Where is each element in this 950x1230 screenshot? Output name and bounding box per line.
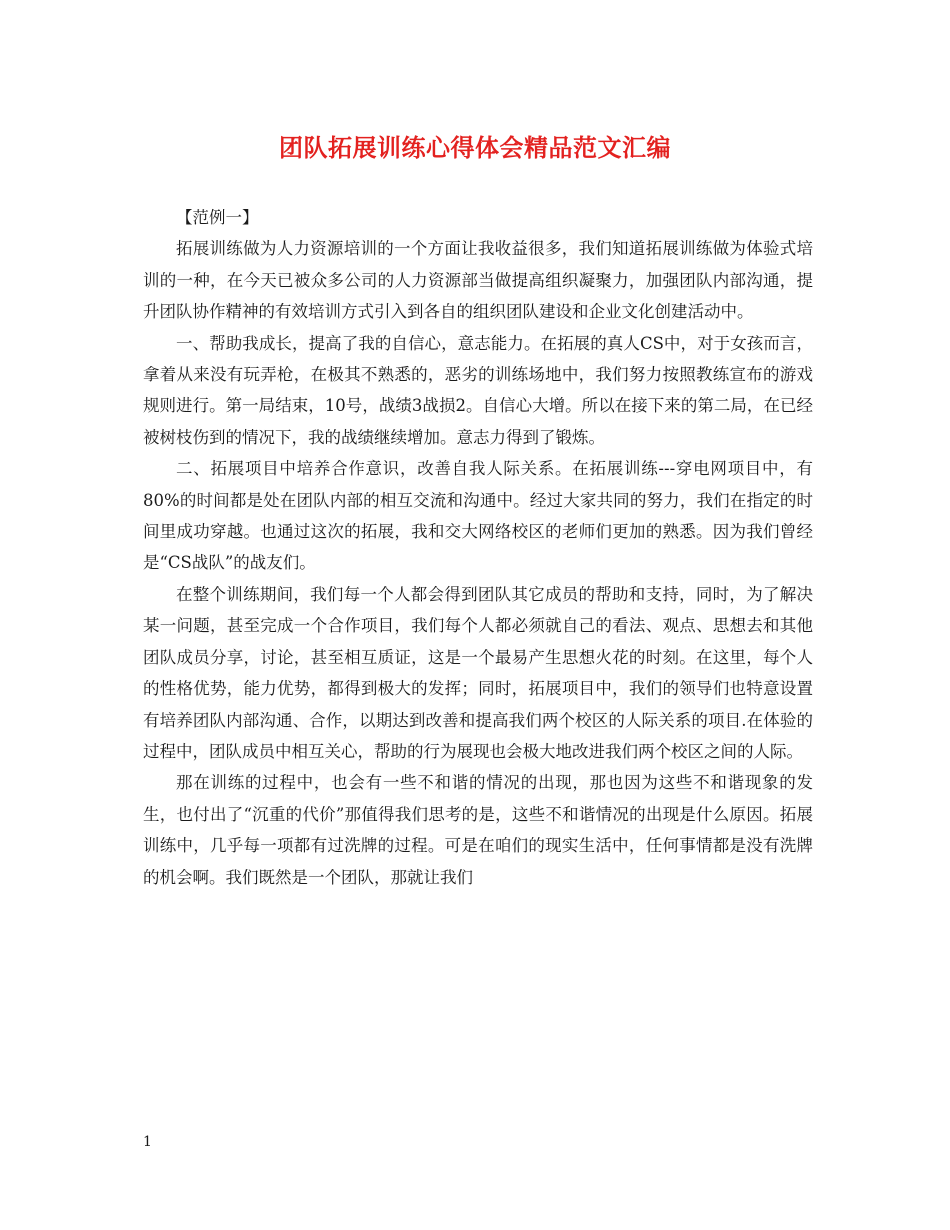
section-heading: 【范例一】 <box>176 208 259 227</box>
document-body <box>143 202 813 893</box>
page-number: 1 <box>143 1134 152 1150</box>
paragraph: 那在训练的过程中，也会有一些不和谐的情况的出现，那也因为这些不和谐现象的发生，也付出了“沉重的代价”那值得我们思考的是，这些不和谐情况的出现是什么原因。拓展训练中，几乎每一项都有过洗牌的过程。可是在咱们的现实生活中，任何事情都是没有洗牌的机会啊。我们既然是一个团队，那就让我们 <box>143 773 813 887</box>
paragraph: 在整个训练期间，我们每一个人都会得到团队其它成员的帮助和支持，同时，为了解决某一问题，甚至完成一个合作项目，我们每个人都必须就自己的看法、观点、思想去和其他团队成员分享，讨论，甚至相互质证，这是一个最易产生思想火花的时刻。在这里，每个人的性格优势，能力优势，都得到极大的发挥；同时，拓展项目中，我们的领导们也特意设置有培养团队内部沟通、合作，以期达到改善和提高我们两个校区的人际关系的项目.在体验的过程中，团队成员中相互关心，帮助的行为展现也会极大地改进我们两个校区之间的人际。 <box>143 584 813 761</box>
document-title: 团队拓展训练心得体会精品范文汇编 <box>279 134 671 162</box>
paragraph: 二、拓展项目中培养合作意识，改善自我人际关系。在拓展训练---穿电网项目中，有80%的时间都是处在团队内部的相互交流和沟通中。经过大家共同的努力，我们在指定的时间里成功穿越。也通过这次的拓展，我和交大网络校区的老师们更加的熟悉。因为我们曾经是“CS战队”的战友们。 <box>143 459 813 573</box>
paragraph: 一、帮助我成长，提高了我的自信心，意志能力。在拓展的真人CS中，对于女孩而言，拿着从来没有玩弄枪，在极其不熟悉的，恶劣的训练场地中，我们努力按照教练宣布的游戏规则进行。第一局结束，10号，战绩3战损2。自信心大增。所以在接下来的第二局，在已经被树枝伤到的情况下，我的战绩继续增加。意志力得到了锻炼。 <box>143 333 813 447</box>
paragraph: 拓展训练做为人力资源培训的一个方面让我收益很多，我们知道拓展训练做为体验式培训的一种，在今天已被众多公司的人力资源部当做提高组织凝聚力，加强团队内部沟通，提升团队协作精神的有效培训方式引入到各自的组织团队建设和企业文化创建活动中。 <box>143 239 813 322</box>
